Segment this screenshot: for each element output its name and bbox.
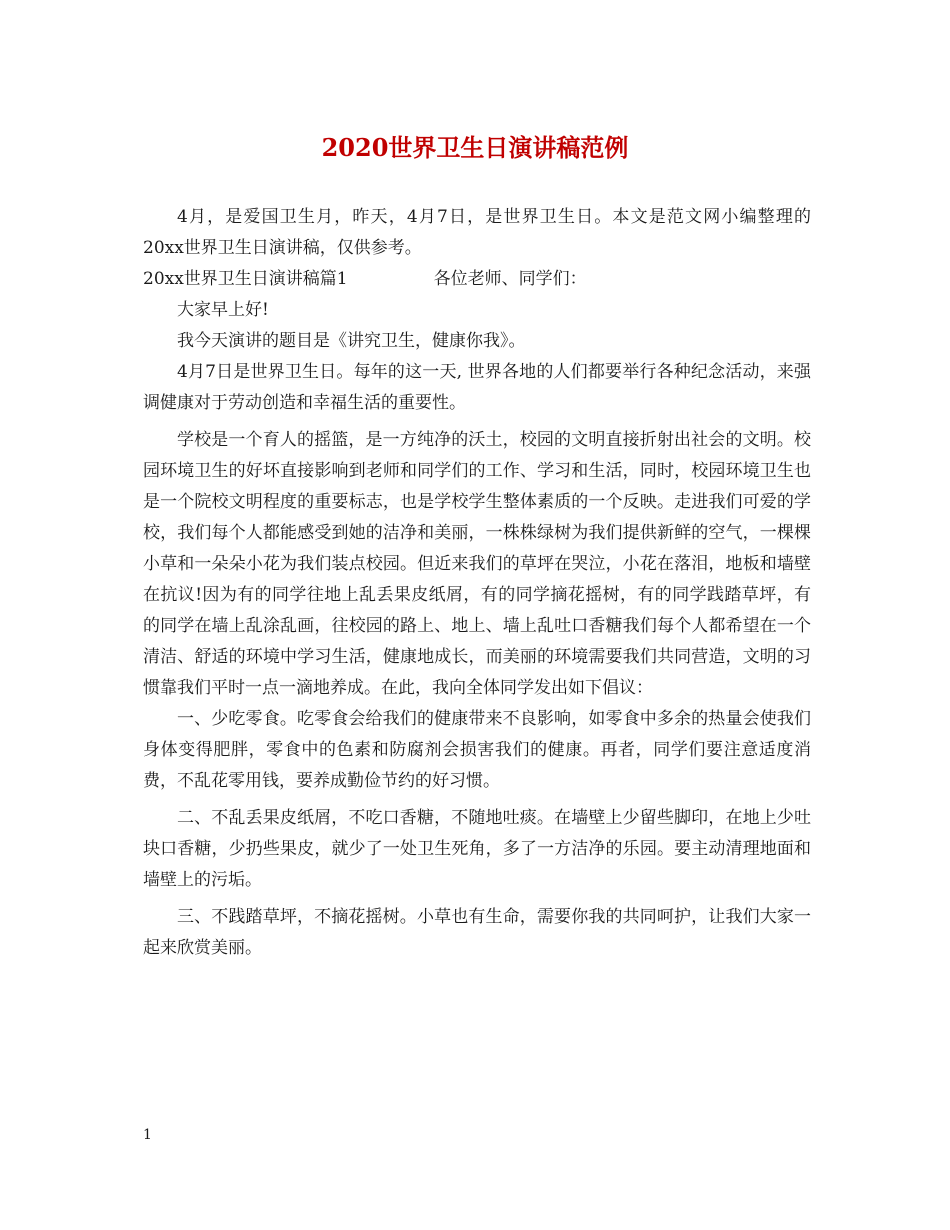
- document-body: [143, 202, 811, 964]
- proposal-one-paragraph: 一、少吃零食。吃零食会给我们的健康带来不良影响，如零食中多余的热量会使我们身体变得肥胖，零食中的色素和防腐剂会损害我们的健康。再者，同学们要注意适度消费，不乱花零用钱，要养成勤俭节约的好习惯。: [143, 709, 811, 791]
- page-number: 1: [143, 1127, 152, 1143]
- world-health-day-paragraph: 4月7日是世界卫生日。每年的这一天, 世界各地的人们都要举行各种纪念活动，来强调健康对于劳动创造和幸福生活的重要性。: [143, 362, 811, 413]
- proposal-three-paragraph: 三、不践踏草坪，不摘花摇树。小草也有生命，需要你我的共同呵护，让我们大家一起来欣赏美丽。: [143, 907, 811, 958]
- section-heading-line: [143, 264, 811, 295]
- document-title: 2020世界卫生日演讲稿范例: [321, 133, 629, 162]
- salutation: 各位老师、同学们：: [433, 269, 587, 289]
- greeting-paragraph: 大家早上好!: [177, 300, 269, 320]
- proposal-two-paragraph: 二、不乱丢果皮纸屑，不吃口香糖，不随地吐痰。在墙壁上少留些脚印，在地上少吐块口香糖，少扔些果皮，就少了一处卫生死角，多了一方洁净的乐园。要主动清理地面和墙壁上的污垢。: [143, 808, 811, 890]
- topic-paragraph: 我今天演讲的题目是《讲究卫生，健康你我》。: [177, 331, 526, 351]
- section-heading: 20xx世界卫生日演讲稿篇1: [143, 269, 348, 289]
- intro-paragraph: 4月，是爱国卫生月，昨天，4月7日，是世界卫生日。本文是范文网小编整理的20xx世界卫生日演讲稿，仅供参考。: [143, 207, 811, 258]
- school-paragraph: 学校是一个育人的摇篮，是一方纯净的沃土，校园的文明直接折射出社会的文明。校园环境卫生的好坏直接影响到老师和同学们的工作、学习和生活，同时，校园环境卫生也是一个院校文明程度的重要标志，也是学校学生整体素质的一个反映。走进我们可爱的学校，我们每个人都能感受到她的洁净和美丽，一株株绿树为我们提供新鲜的空气，一棵棵小草和一朵朵小花为我们装点校园。但近来我们的草坪在哭泣，小花在落泪，地板和墙壁在抗议!因为有的同学往地上乱丢果皮纸屑，有的同学摘花摇树，有的同学践踏草坪，有的同学在墙上乱涂乱画，往校园的路上、地上、墙上乱吐口香糖我们每个人都希望在一个清洁、舒适的环境中学习生活，健康地成长，而美丽的环境需要我们共同营造，文明的习惯靠我们平时一点一滴地养成。在此，我向全体同学发出如下倡议：: [143, 430, 811, 698]
